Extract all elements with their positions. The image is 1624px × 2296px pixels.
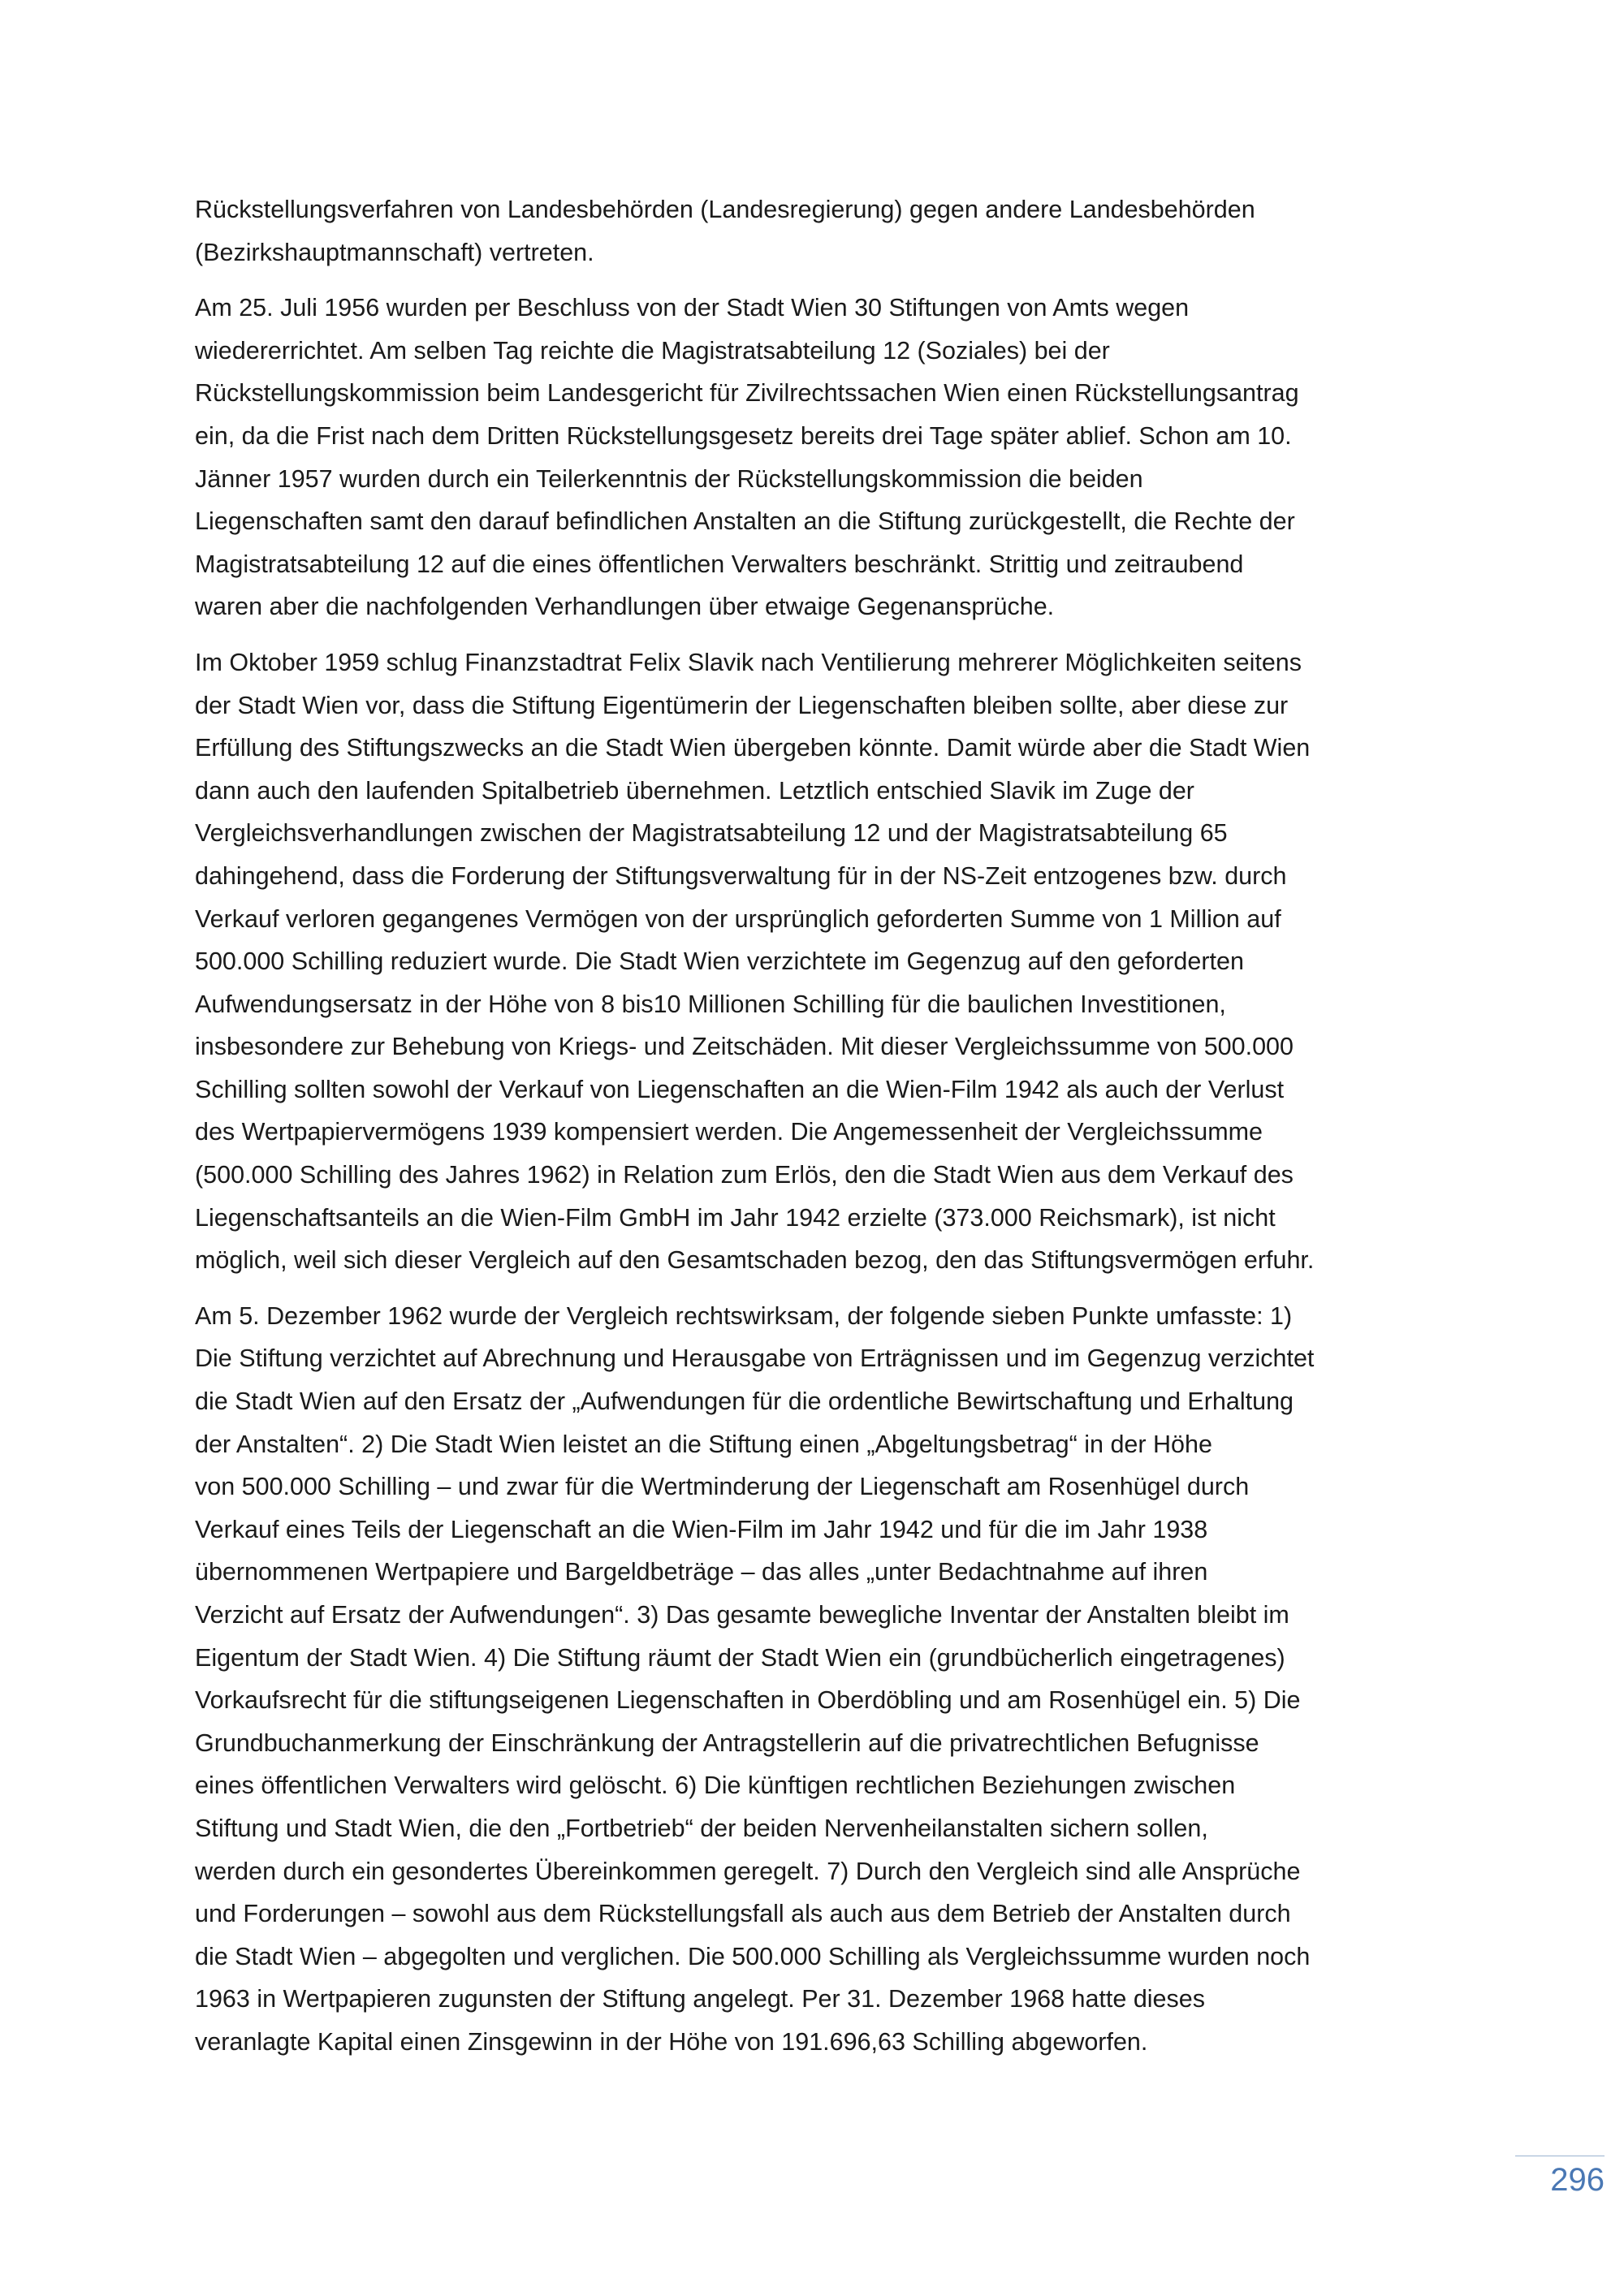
text-line: Liegenschaften samt den darauf befindlichen Anstalten an die Stiftung zurückgestellt, die Rechte der [195, 507, 1295, 536]
text-line: veranlagte Kapital einen Zinsgewinn in der Höhe von 191.696,63 Schilling abgeworfen. [195, 2027, 1148, 2056]
text-line: Die Stiftung verzichtet auf Abrechnung und Herausgabe von Erträgnissen und im Gegenzug verzichtet [195, 1344, 1315, 1373]
text-line: Am 25. Juli 1956 wurden per Beschluss von der Stadt Wien 30 Stiftungen von Amts wegen [195, 294, 1190, 322]
text-line: Magistratsabteilung 12 auf die eines öffentlichen Verwalters beschränkt. Strittig und zeitraubend [195, 550, 1244, 578]
text-line: Verkauf verloren gegangenes Vermögen von der ursprünglich geforderten Summe von 1 Million auf [195, 904, 1281, 933]
text-line: übernommenen Wertpapiere und Bargeldbeträge – das alles „unter Bedachtnahme auf ihren [195, 1558, 1208, 1586]
text-line: des Wertpapiervermögens 1939 kompensiert werden. Die Angemessenheit der Vergleichssumme [195, 1118, 1263, 1146]
text-line: von 500.000 Schilling – und zwar für die Wertminderung der Liegenschaft am Rosenhügel durch [195, 1473, 1250, 1501]
text-line: Liegenschaftsanteils an die Wien-Film GmbH im Jahr 1942 erzielte (373.000 Reichsmark), ist nicht [195, 1203, 1276, 1232]
text-line: der Anstalten“. 2) Die Stadt Wien leistet an die Stiftung einen „Abgeltungsbetrag“ in der Höhe [195, 1430, 1212, 1458]
text-line: (Bezirkshauptmannschaft) vertreten. [195, 238, 594, 266]
text-line: Schilling sollten sowohl der Verkauf von Liegenschaften an die Wien-Film 1942 als auch der Verlust [195, 1075, 1285, 1103]
paragraph [195, 641, 1462, 1282]
text-line: eines öffentlichen Verwalters wird gelöscht. 6) Die künftigen rechtlichen Beziehungen zwischen [195, 1772, 1236, 1800]
text-line: Rückstellungskommission beim Landesgericht für Zivilrechtssachen Wien einen Rückstellungsantrag [195, 379, 1299, 408]
text-line: Vorkaufsrecht für die stiftungseigenen Liegenschaften in Oberdöbling und am Rosenhügel ein. 5) Die [195, 1686, 1301, 1715]
text-line: insbesondere zur Behebung von Kriegs- und Zeitschäden. Mit dieser Vergleichssumme von 500.000 [195, 1033, 1294, 1061]
text-line: waren aber die nachfolgenden Verhandlungen über etwaige Gegenansprüche. [195, 593, 1055, 621]
text-line: Stiftung und Stadt Wien, die den „Fortbetrieb“ der beiden Nervenheilanstalten sichern sollen, [195, 1814, 1208, 1842]
text-line: die Stadt Wien – abgegolten und verglichen. Die 500.000 Schilling als Vergleichssumme wurden noch [195, 1942, 1311, 1970]
text-line: (500.000 Schilling des Jahres 1962) in Relation zum Erlös, den die Stadt Wien aus dem Verkauf des [195, 1161, 1294, 1189]
text-line: Vergleichsverhandlungen zwischen der Magistratsabteilung 12 und der Magistratsabteilung 65 [195, 819, 1228, 848]
text-line: möglich, weil sich dieser Vergleich auf den Gesamtschaden bezog, den das Stiftungsvermögen erfuhr. [195, 1246, 1315, 1275]
text-line: dahingehend, dass die Forderung der Stiftungsverwaltung für in der NS-Zeit entzogenes bzw. durch [195, 861, 1287, 890]
body-text [195, 188, 1462, 2077]
text-line: Erfüllung des Stiftungszwecks an die Stadt Wien übergeben könnte. Damit würde aber die Stadt Wien [195, 734, 1311, 762]
paragraph [195, 188, 1462, 274]
text-line: Aufwendungsersatz in der Höhe von 8 bis10 Millionen Schilling für die baulichen Investitionen, [195, 990, 1226, 1018]
text-line: ein, da die Frist nach dem Dritten Rückstellungsgesetz bereits drei Tage später ablief. Schon am 10. [195, 421, 1292, 450]
text-line: werden durch ein gesondertes Übereinkommen geregelt. 7) Durch den Vergleich sind alle Ansprüche [195, 1857, 1301, 1885]
text-line: Verzicht auf Ersatz der Aufwendungen“. 3) Das gesamte bewegliche Inventar der Anstalten bleibt im [195, 1601, 1289, 1629]
text-line: 500.000 Schilling reduziert wurde. Die Stadt Wien verzichtete im Gegenzug auf den geforderten [195, 947, 1244, 976]
text-line: Am 5. Dezember 1962 wurde der Vergleich rechtswirksam, der folgende sieben Punkte umfasste: 1) [195, 1301, 1293, 1330]
text-line: Grundbuchanmerkung der Einschränkung der Antragstellerin auf die privatrechtlichen Befugnisse [195, 1728, 1259, 1757]
text-line: Im Oktober 1959 schlug Finanzstadtrat Felix Slavik nach Ventilierung mehrerer Möglichkeiten seitens [195, 648, 1302, 676]
text-line: Eigentum der Stadt Wien. 4) Die Stiftung räumt der Stadt Wien ein (grundbücherlich eingetragenes) [195, 1643, 1285, 1672]
text-line: 1963 in Wertpapieren zugunsten der Stiftung angelegt. Per 31. Dezember 1968 hatte dieses [195, 1985, 1205, 2013]
paragraph [195, 1295, 1462, 2064]
text-line: Verkauf eines Teils der Liegenschaft an die Wien-Film im Jahr 1942 und für die im Jahr 1938 [195, 1515, 1208, 1543]
text-line: dann auch den laufenden Spitalbetrieb übernehmen. Letztlich entschied Slavik im Zuge der [195, 776, 1194, 805]
text-line: wiedererrichtet. Am selben Tag reichte die Magistratsabteilung 12 (Soziales) bei der [195, 336, 1110, 365]
page-number: 296 [1550, 2162, 1605, 2198]
text-line: Rückstellungsverfahren von Landesbehörden (Landesregierung) gegen andere Landesbehörden [195, 196, 1255, 223]
text-line: die Stadt Wien auf den Ersatz der „Aufwendungen für die ordentliche Bewirtschaftung und Erhaltung [195, 1388, 1294, 1416]
text-line: und Forderungen – sowohl aus dem Rückstellungsfall als auch aus dem Betrieb der Anstalten durch [195, 1900, 1291, 1928]
text-line: der Stadt Wien vor, dass die Stiftung Eigentümerin der Liegenschaften bleiben sollte, aber diese zur [195, 691, 1289, 719]
text-line: Jänner 1957 wurden durch ein Teilerkenntnis der Rückstellungskommission die beiden [195, 464, 1143, 493]
paragraph [195, 287, 1462, 628]
